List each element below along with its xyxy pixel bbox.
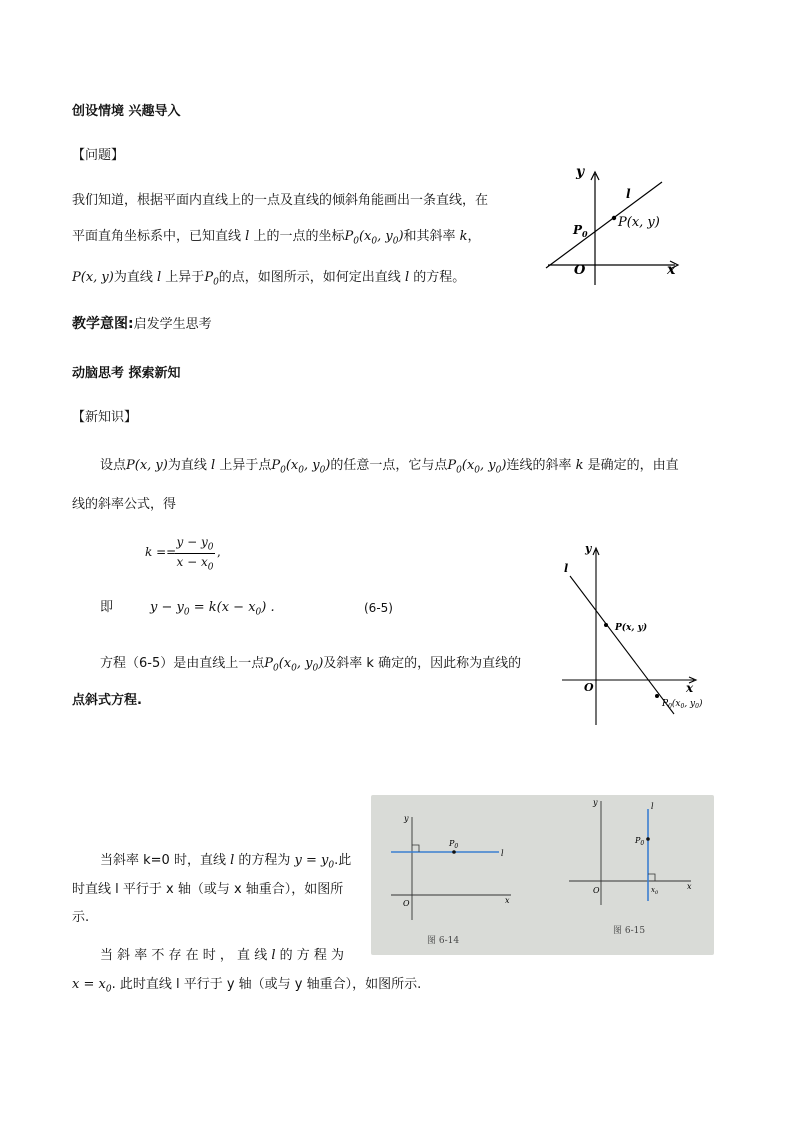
p0-coord: $P_0(x_0$, $y_0$): [344, 229, 404, 247]
teaching-intent: 教学意图:启发学生思考: [72, 316, 212, 332]
point-p: [604, 623, 608, 627]
fig615-caption: 图 6-15: [613, 926, 646, 936]
p-label: P(x, y): [618, 215, 660, 230]
fig614-point-p0: [452, 850, 456, 854]
special-line-2: 时直线 l 平行于 x 轴（或与 x 轴重合），如图所: [72, 882, 344, 897]
figures-6-14-6-15: [371, 795, 714, 955]
fig614-x-label: x: [505, 896, 510, 905]
p0-label: $P_0(x_0$, $y_0$): [662, 699, 703, 710]
p-label: P(x, y): [615, 623, 648, 633]
point-p0: [655, 694, 659, 698]
fig615-right-angle-icon: [648, 874, 655, 881]
ji-label: 即: [100, 600, 114, 615]
problem-line-2: 平面直角坐标系中，已知直线 l 上的一点的坐标$P_0(x_0$, $y_0$)和其斜率 k，: [72, 229, 481, 247]
fig615-x-label: x: [687, 882, 692, 891]
point-slope-term: 点斜式方程.: [72, 693, 142, 708]
newknow-line-2: 线的斜率公式，得: [72, 497, 177, 512]
special-line-5: $x = x_0$. 此时直线 l 平行于 y 轴（或与 y 轴重合），如图所示.: [72, 977, 422, 995]
fig615-line-label: l: [651, 802, 654, 811]
special-line-4: 当 斜 率 不 存 在 时 ， 直 线 l 的 方 程 为: [100, 948, 345, 963]
fig615-origin-label: O: [593, 886, 600, 895]
newknow-line-1: 设点P(x, y)为直线 l 上异于点$P_0(x_0$, $y_0$)的任意一点，它与点$P_0(x_0$, $y_0$)连线的斜率 k 是确定的，由直: [100, 458, 679, 476]
fig614-p0-label: $P_0$: [449, 839, 459, 850]
line-label: l: [626, 187, 631, 201]
line-label: l: [564, 562, 569, 575]
fig615-point-p0: [646, 837, 650, 841]
origin-label: O: [584, 681, 594, 694]
newknow-line-3: 方程（6-5）是由直线上一点$P_0(x_0$, $y_0$)及斜率 k 确定的，因此称为直线的: [100, 656, 522, 674]
x-label: x: [686, 681, 694, 695]
fig614-caption: 图 6-14: [427, 936, 460, 946]
section-heading-situation: 创设情境 兴趣导入: [72, 104, 181, 119]
figure-point-slope-negative: [558, 540, 708, 730]
origin-label: O: [574, 263, 586, 278]
fig614-right-angle-icon: [412, 845, 419, 852]
fig614-line-label: l: [501, 849, 504, 858]
special-line-1: 当斜率 k=0 时，直线 l 的方程为 $y = y_0$.此: [100, 853, 352, 871]
problem-line-1: 我们知道，根据平面内直线上的一点及直线的倾斜角能画出一条直线，在: [72, 193, 489, 208]
y-label: y: [576, 164, 585, 180]
section-heading-explore: 动脑思考 探索新知: [72, 366, 181, 381]
equation-number: (6-5): [364, 601, 393, 615]
fig615-p0-label: $P_0$: [635, 836, 645, 847]
special-line-3: 示.: [72, 910, 90, 925]
fig614-origin-label: O: [403, 899, 410, 908]
x-label: x: [667, 262, 676, 278]
fig615-x0-label: $x_0$: [651, 886, 659, 896]
p0-label: $P_0$: [573, 223, 588, 239]
point-slope-equation: $y - y_0 = k(x - x_0)$ .: [150, 600, 275, 618]
point-p: [612, 216, 616, 220]
textbook-figures-photo: [371, 795, 714, 955]
fig614-y-label: y: [404, 814, 409, 823]
y-label: y: [585, 542, 592, 555]
new-knowledge-tag: 【新知识】: [72, 410, 138, 425]
fig615-y-label: y: [593, 798, 598, 807]
problem-line-3: P(x, y)为直线 l 上异于$P_0$的点，如图所示，如何定出直线 l 的方程。: [72, 270, 466, 288]
figure-point-slope-intro: [540, 160, 690, 290]
problem-tag: 【问题】: [72, 148, 125, 163]
